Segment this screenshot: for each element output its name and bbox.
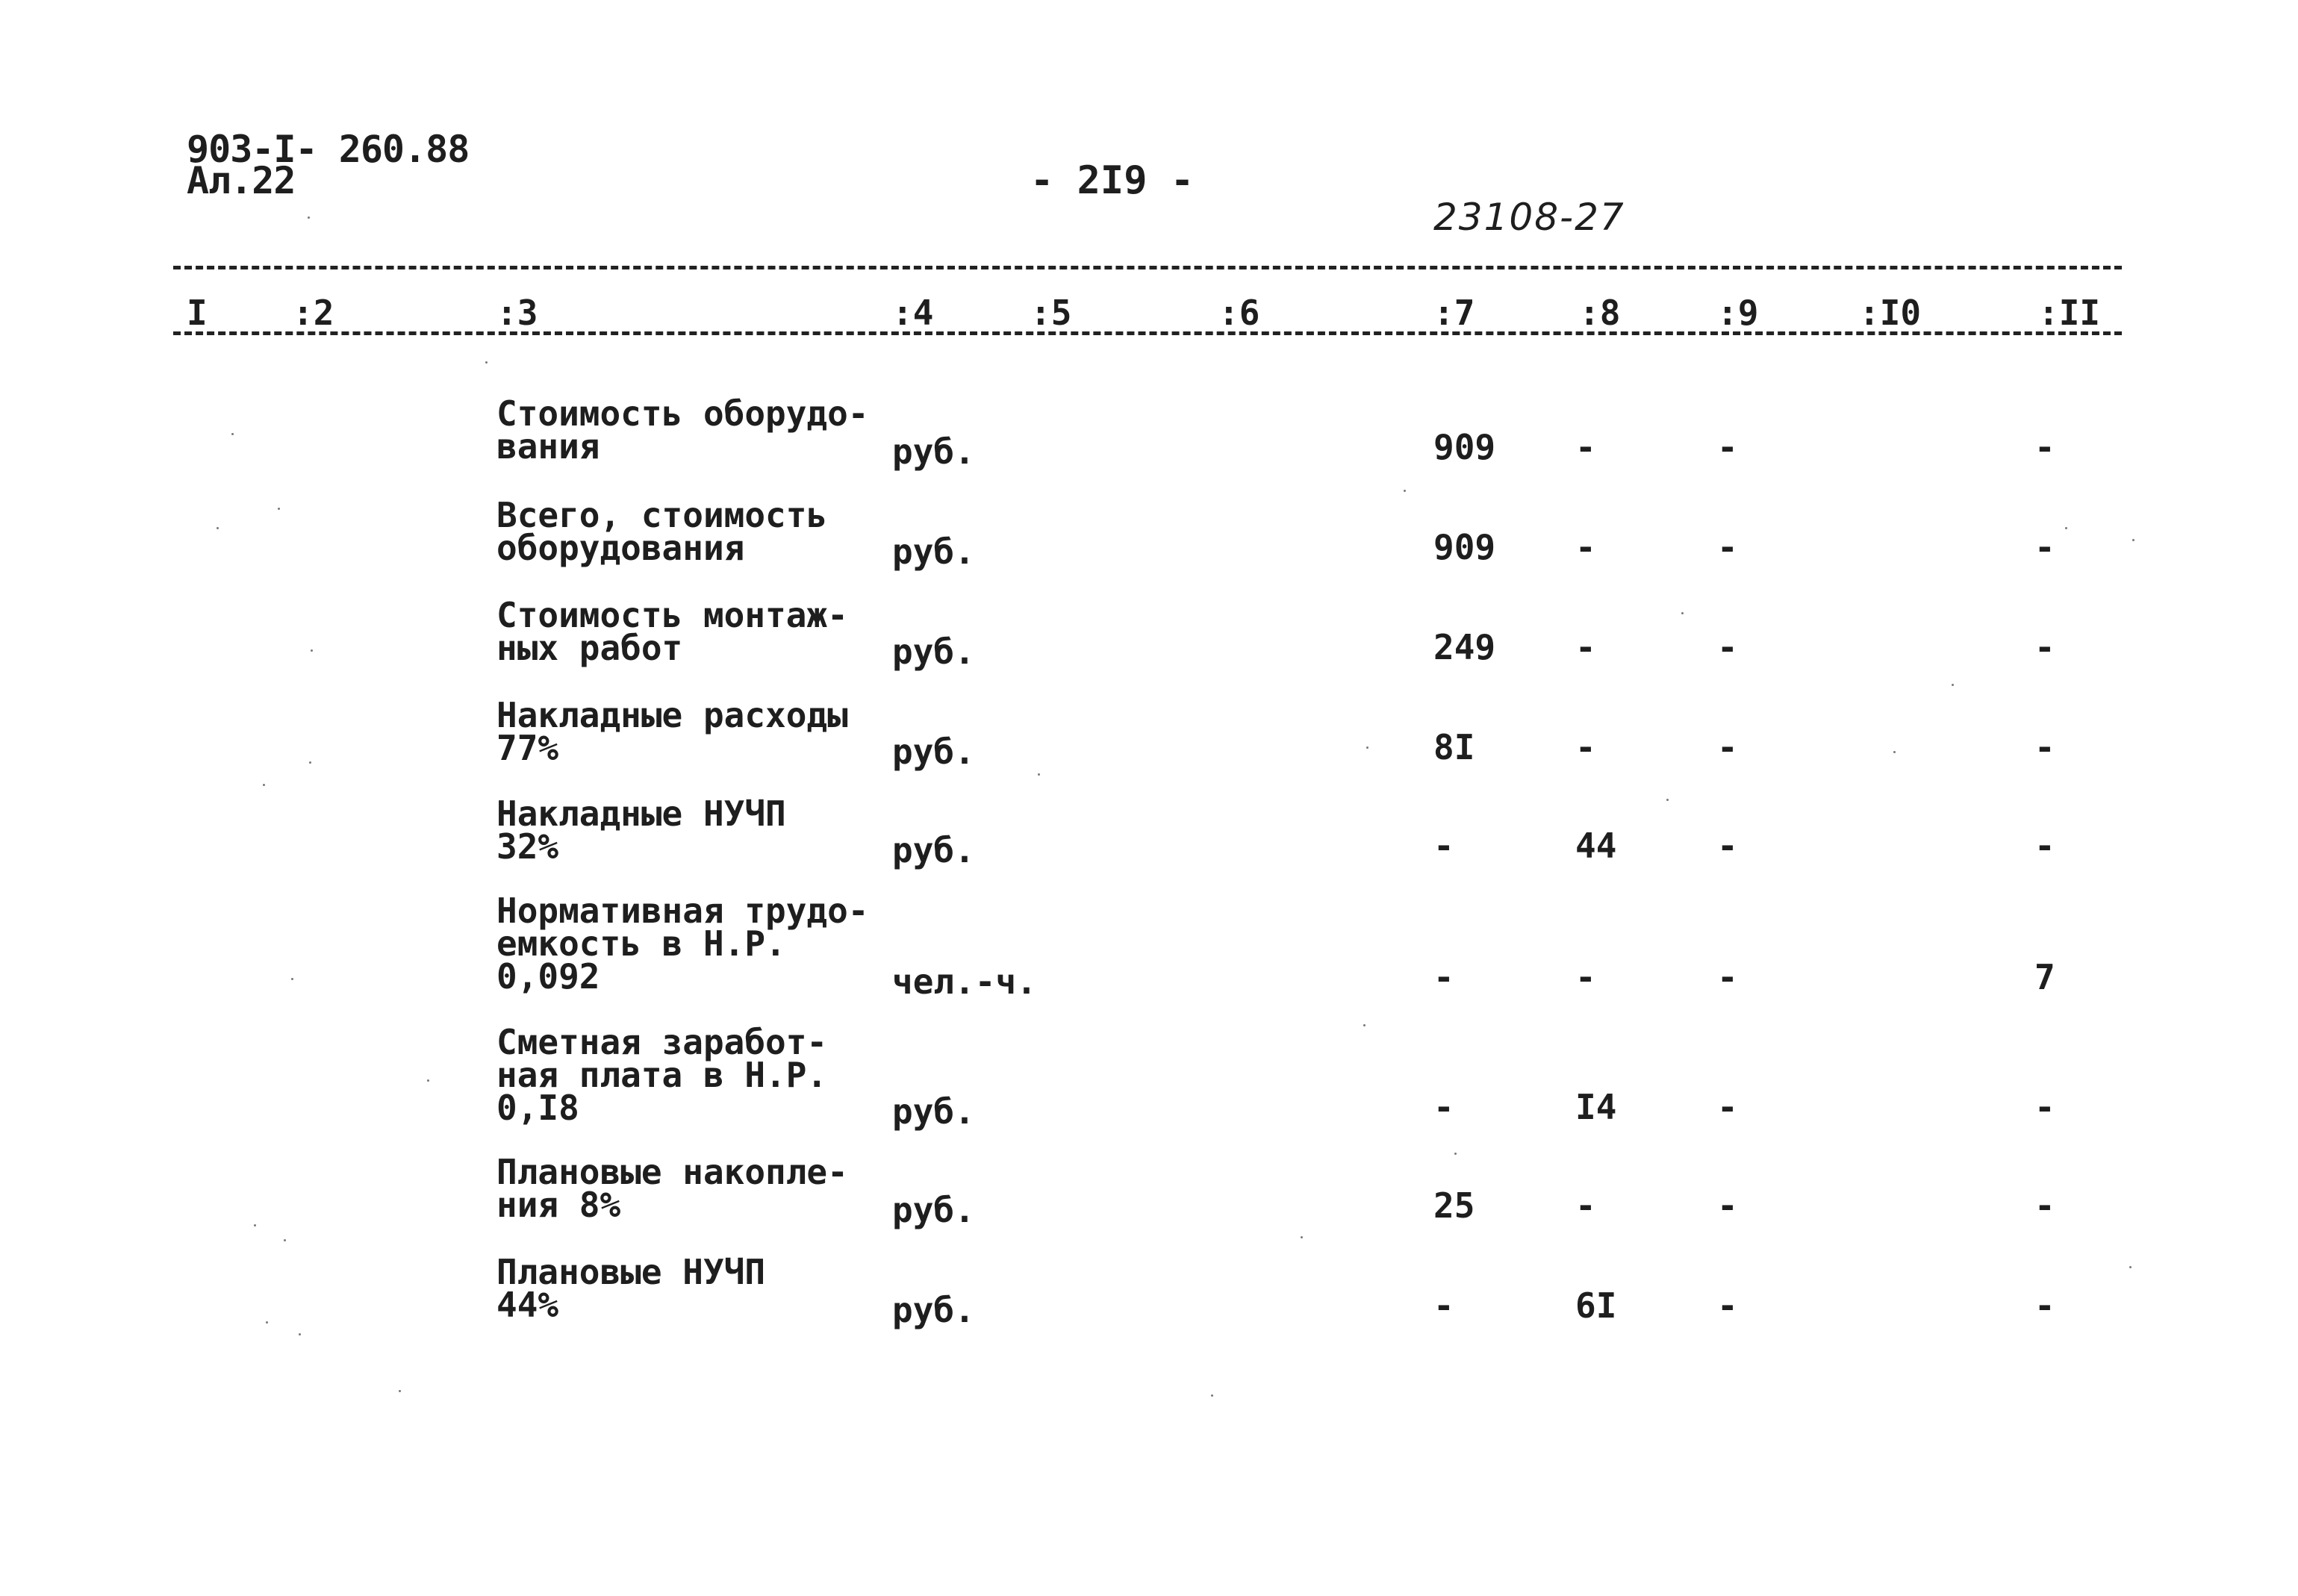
column-number: :5: [1030, 293, 1072, 333]
scan-speck: [2065, 527, 2067, 529]
cell-col9: -: [1717, 826, 1738, 866]
row-description: Плановые НУЧП 44%: [496, 1252, 766, 1325]
scan-speck: [231, 433, 234, 435]
scan-speck: [1366, 746, 1368, 749]
scan-speck: [263, 784, 265, 786]
scan-speck: [1211, 1394, 1213, 1397]
scan-speck: [2129, 1266, 2132, 1268]
row-unit: руб.: [892, 1290, 975, 1330]
cell-col7: -: [1433, 1087, 1454, 1127]
row-description: Всего, стоимость оборудования: [496, 495, 828, 568]
cell-col11: -: [2034, 727, 2055, 767]
scan-speck: [284, 1239, 286, 1241]
cell-col8: -: [1575, 1185, 1596, 1226]
row-unit: руб.: [892, 732, 975, 772]
cell-col8: 6I: [1575, 1285, 1617, 1326]
scan-speck: [399, 1390, 401, 1392]
cell-col11: -: [2034, 427, 2055, 467]
cell-col9: -: [1717, 1087, 1738, 1127]
scan-speck: [254, 1224, 256, 1226]
cell-col7: 909: [1433, 527, 1496, 567]
column-number: :9: [1717, 293, 1759, 333]
column-number: :2: [293, 293, 334, 333]
scan-speck: [1454, 1153, 1457, 1155]
row-description: Стоимость оборудо- вания: [496, 393, 869, 467]
cell-col9: -: [1717, 727, 1738, 767]
scan-speck: [266, 1321, 268, 1324]
row-description: Нормативная трудо- емкость в Н.Р. 0,092: [496, 891, 869, 997]
column-number: I: [187, 293, 208, 333]
cell-col9: -: [1717, 427, 1738, 467]
scan-speck: [427, 1079, 429, 1082]
cell-col11: -: [2034, 1087, 2055, 1127]
cell-col11: -: [2034, 826, 2055, 866]
cell-col9: -: [1717, 527, 1738, 567]
cell-col11: -: [2034, 1285, 2055, 1326]
cell-col11: -: [2034, 527, 2055, 567]
cell-col8: -: [1575, 727, 1596, 767]
column-number: :7: [1433, 293, 1475, 333]
row-unit: руб.: [892, 431, 975, 472]
header-bottom-rule: [173, 331, 2122, 335]
scan-speck: [1893, 751, 1896, 753]
cell-col7: -: [1433, 826, 1454, 866]
column-number: :8: [1579, 293, 1621, 333]
column-number: :3: [496, 293, 538, 333]
cell-col7: 25: [1433, 1185, 1475, 1226]
scan-speck: [1666, 799, 1669, 801]
cell-col8: I4: [1575, 1087, 1617, 1127]
page-number: - 2I9 -: [1030, 158, 1195, 203]
scan-speck: [217, 527, 219, 529]
row-description: Накладные НУЧП 32%: [496, 794, 786, 867]
cell-col8: -: [1575, 427, 1596, 467]
document-code: 903-I- 260.88: [187, 128, 470, 171]
row-unit: руб.: [892, 632, 975, 672]
sheet-label: Ал.22: [187, 159, 296, 202]
scan-speck: [299, 1333, 301, 1335]
column-number: :6: [1218, 293, 1260, 333]
scan-speck: [2132, 539, 2134, 541]
cell-col9: -: [1717, 1285, 1738, 1326]
cell-col11: 7: [2034, 957, 2055, 997]
row-description: Накладные расходы 77%: [496, 695, 848, 768]
scan-speck: [309, 761, 311, 764]
cell-col11: -: [2034, 627, 2055, 667]
scan-speck: [1363, 1024, 1366, 1026]
cell-col8: -: [1575, 527, 1596, 567]
cell-col8: 44: [1575, 826, 1617, 866]
column-number: :4: [892, 293, 934, 333]
scan-speck: [311, 649, 313, 652]
scan-speck: [485, 361, 488, 364]
scan-speck: [1681, 612, 1684, 614]
row-unit: руб.: [892, 532, 975, 572]
header-top-rule: [173, 266, 2122, 269]
cell-col9: -: [1717, 1185, 1738, 1226]
scan-speck: [278, 508, 280, 510]
scan-speck: [1404, 490, 1406, 492]
row-description: Плановые накопле- ния 8%: [496, 1152, 848, 1225]
cell-col7: 8I: [1433, 727, 1475, 767]
row-description: Стоимость монтаж- ных работ: [496, 595, 848, 668]
scan-speck: [308, 216, 310, 219]
row-description: Сметная заработ- ная плата в Н.Р. 0,I8: [496, 1022, 828, 1128]
cell-col11: -: [2034, 1185, 2055, 1226]
row-unit: руб.: [892, 1190, 975, 1230]
column-number: :II: [2038, 293, 2101, 333]
scan-speck: [1038, 773, 1040, 776]
cell-col9: -: [1717, 627, 1738, 667]
cell-col7: 249: [1433, 627, 1496, 667]
cell-col7: -: [1433, 957, 1454, 997]
scan-speck: [1952, 684, 1954, 686]
cell-col9: -: [1717, 957, 1738, 997]
cell-col7: 909: [1433, 427, 1496, 467]
cell-col7: -: [1433, 1285, 1454, 1326]
row-unit: руб.: [892, 1091, 975, 1132]
scan-speck: [1301, 1236, 1303, 1238]
inventory-number: 23108-27: [1433, 196, 1625, 239]
row-unit: чел.-ч.: [892, 961, 1037, 1002]
cell-col8: -: [1575, 627, 1596, 667]
scan-speck: [291, 978, 293, 980]
row-unit: руб.: [892, 830, 975, 870]
cell-col8: -: [1575, 957, 1596, 997]
column-number: :I0: [1859, 293, 1922, 333]
